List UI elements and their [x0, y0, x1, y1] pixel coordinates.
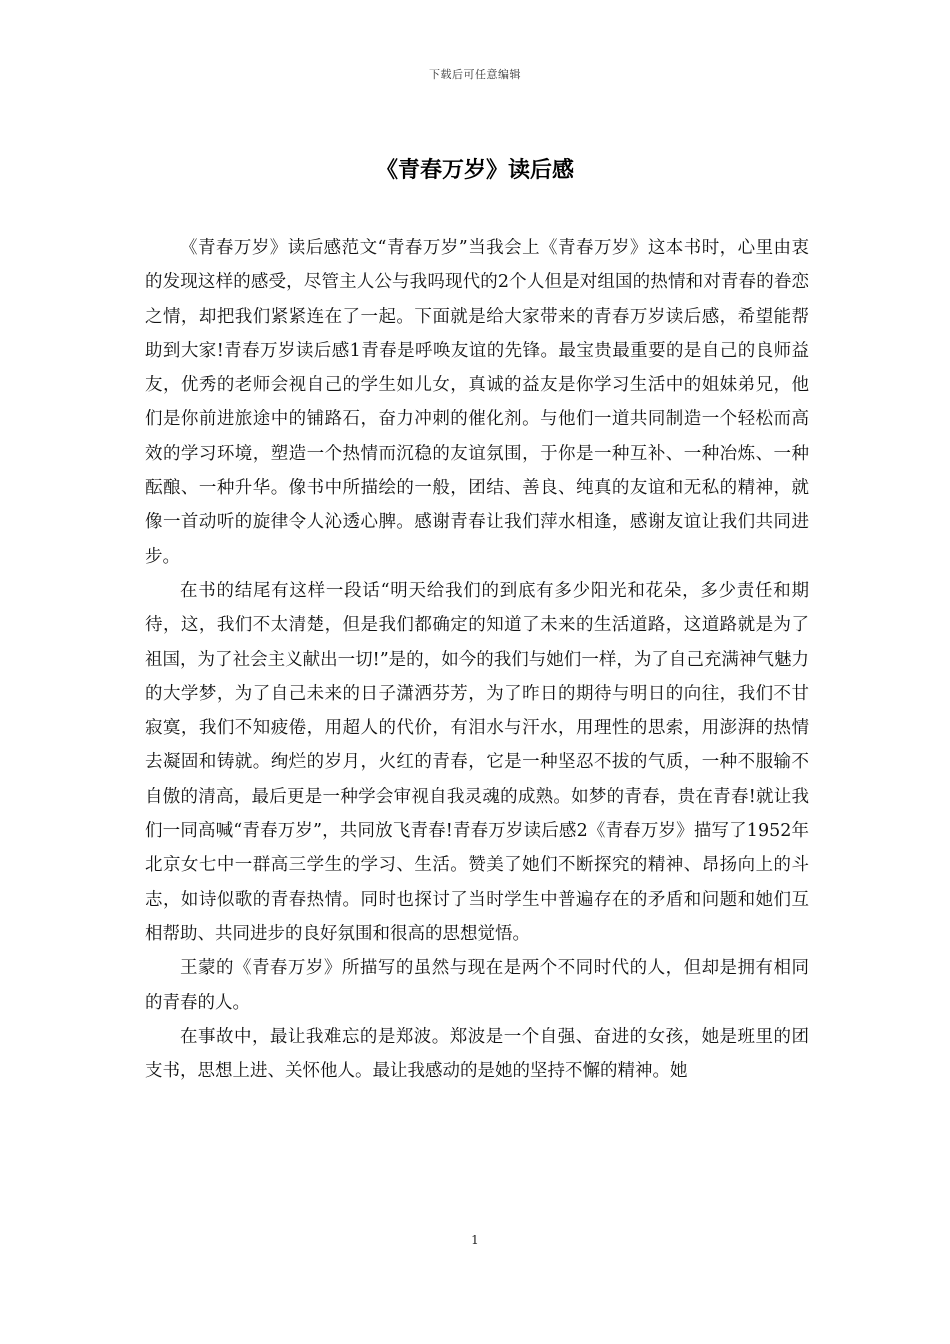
page-number: 1	[471, 1233, 479, 1247]
paragraph: 《青春万岁》读后感范文“青春万岁”当我会上《青春万岁》这本书时，心里由衷的发现这样的感受，尽管主人公与我吗现代的2个人但是对组国的热情和对青春的眷恋之情，却把我们紧紧连在了一起。下面就是给大家带来的青春万岁读后感，希望能帮助到大家!青春万岁读后感1青春是呼唤友谊的先锋。最宝贵最重要的是自己的良师益友，优秀的老师会视自己的学生如儿女，真诚的益友是你学习生活中的姐妹弟兄，他们是你前进旅途中的铺路石，奋力冲刺的催化剂。与他们一道共同制造一个轻松而高效的学习环境，塑造一个热情而沉稳的友谊氛围，于你是一种互补、一种冶炼、一种酝酿、一种升华。像书中所描绘的一般，团结、善良、纯真的友谊和无私的精神，就像一首动听的旋律令人沁透心脾。感谢青春让我们萍水相逢，感谢友谊让我们共同进步。	[145, 238, 809, 567]
paragraph: 王蒙的《青春万岁》所描写的虽然与现在是两个不同时代的人，但却是拥有相同的青春的人。	[145, 958, 809, 1013]
header-note: 下载后可任意编辑	[429, 68, 521, 81]
paragraph: 在书的结尾有这样一段话“明天给我们的到底有多少阳光和花朵，多少责任和期待，这，我们不太清楚，但是我们都确定的知道了未来的生活道路，这道路就是为了祖国，为了社会主义献出一切!”是的，如今的我们与她们一样，为了自己充满神气魅力的大学梦，为了自己未来的日子潇洒芬芳，为了昨日的期待与明日的向往，我们不甘寂寞，我们不知疲倦，用超人的代价，有泪水与汗水，用理性的思索，用澎湃的热情去凝固和铸就。绚烂的岁月，火红的青春，它是一种坚忍不拔的气质，一种不服输不自傲的清高，最后更是一种学会审视自我灵魂的成熟。如梦的青春，贵在青春!就让我们一同高喊“青春万岁”，共同放飞青春!青春万岁读后感2《青春万岁》描写了1952年北京女七中一群高三学生的学习、生活。赞美了她们不断探究的精神、昂扬向上的斗志，如诗似歌的青春热情。同时也探讨了当时学生中普遍存在的矛盾和问题和她们互相帮助、共同进步的良好氛围和很高的思想觉悟。	[145, 580, 809, 944]
paragraph: 在事故中，最让我难忘的是郑波。郑波是一个自强、奋进的女孩，她是班里的团支书，思想上进、关怀他人。最让我感动的是她的坚持不懈的精神。她	[145, 1026, 809, 1082]
document-title: 《青春万岁》读后感	[375, 157, 574, 183]
document-body	[145, 231, 809, 1088]
